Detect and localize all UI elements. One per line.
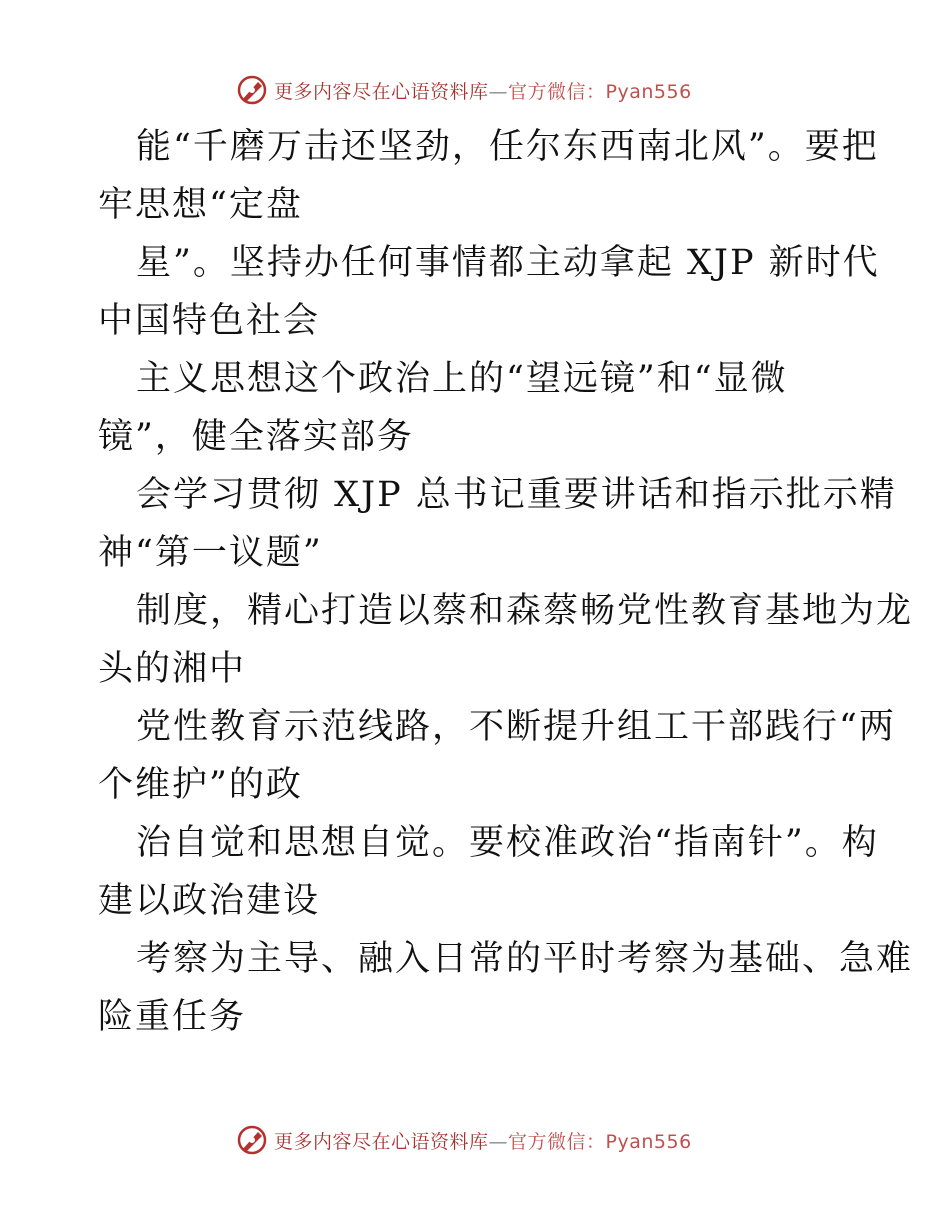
footer-banner-text: 更多内容尽在心语资料库—官方微信：Pyan556	[274, 1130, 692, 1153]
text-line: 险重任务	[98, 997, 247, 1037]
header-banner-text: 更多内容尽在心语资料库—官方微信：Pyan556	[274, 80, 692, 103]
text-line: 镜”，健全落实部务	[98, 417, 414, 457]
pen-logo-icon	[236, 1124, 268, 1156]
text-line: 建以政治建设	[98, 881, 321, 921]
text-line: 党性教育示范线路，不断提升组工干部践行“两	[136, 707, 896, 747]
text-line: 会学习贯彻 XJP 总书记重要讲话和指示批示精	[136, 475, 897, 515]
text-line: 治自觉和思想自觉。要校准政治“指南针”。构	[136, 823, 879, 863]
text-line: 制度，精心打造以蔡和森蔡畅党性教育基地为龙	[136, 591, 914, 631]
text-line: 考察为主导、融入日常的平时考察为基础、急难	[136, 939, 914, 979]
text-line: 头的湘中	[98, 649, 247, 689]
text-line: 个维护”的政	[98, 765, 303, 805]
text-line: 星”。坚持办任何事情都主动拿起 XJP 新时代	[136, 243, 880, 283]
text-line: 神“第一议题”	[98, 533, 323, 573]
text-line: 能“千磨万击还坚劲，任尔东西南北风”。要把	[136, 127, 879, 167]
pen-logo-icon	[236, 74, 268, 106]
footer-banner	[0, 1122, 950, 1158]
text-line: 牢思想“定盘	[98, 185, 303, 225]
text-line: 主义思想这个政治上的“望远镜”和“显微	[136, 359, 788, 399]
text-line: 中国特色社会	[98, 301, 321, 341]
header-banner	[0, 72, 950, 108]
